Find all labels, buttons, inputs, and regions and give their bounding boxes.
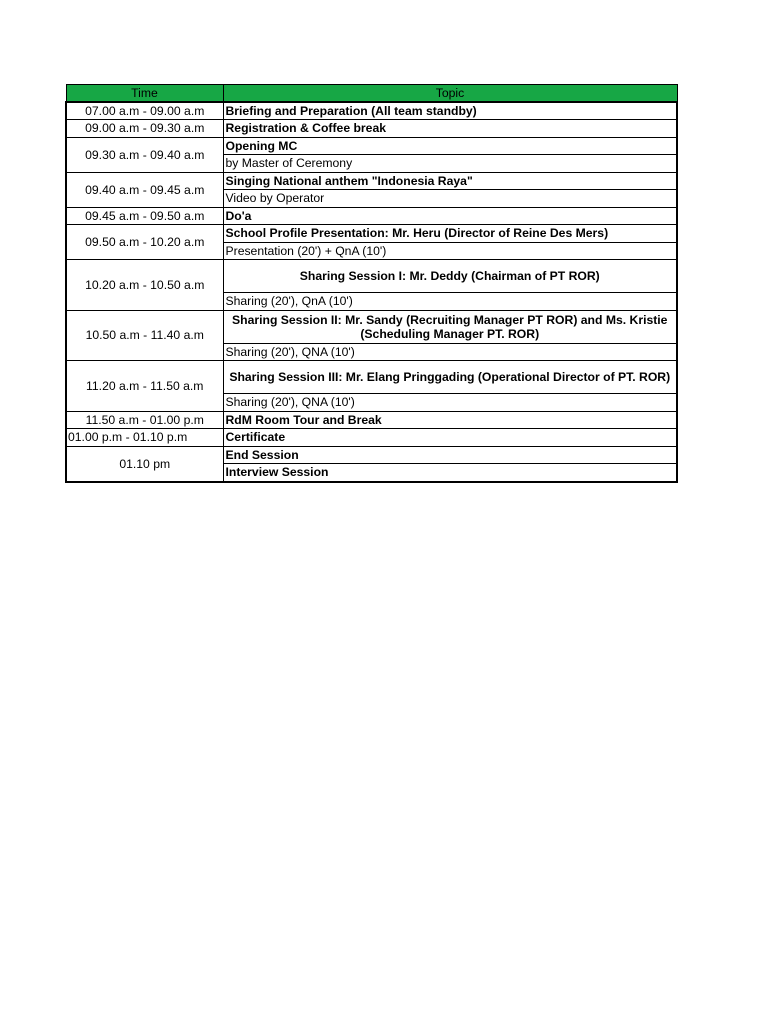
table-row bbox=[66, 120, 677, 138]
topic-cell: Interview Session bbox=[223, 464, 677, 482]
topic-cell: Opening MC bbox=[223, 137, 677, 155]
topic-detail-cell: Presentation (20') + QnA (10') bbox=[223, 242, 677, 260]
topic-cell: RdM Room Tour and Break bbox=[223, 411, 677, 429]
time-cell: 01.00 p.m - 01.10 p.m bbox=[66, 429, 223, 447]
topic-cell: School Profile Presentation: Mr. Heru (Director of Reine Des Mers) bbox=[223, 225, 677, 243]
topic-cell: Singing National anthem "Indonesia Raya" bbox=[223, 172, 677, 190]
time-cell: 07.00 a.m - 09.00 a.m bbox=[66, 102, 223, 120]
topic-cell: Certificate bbox=[223, 429, 677, 447]
table-row bbox=[66, 361, 677, 394]
table-row bbox=[66, 411, 677, 429]
time-cell: 11.50 a.m - 01.00 p.m bbox=[66, 411, 223, 429]
table-row bbox=[66, 310, 677, 343]
time-cell: 09.30 a.m - 09.40 a.m bbox=[66, 137, 223, 172]
topic-detail-cell: Sharing (20'), QnA (10') bbox=[223, 293, 677, 311]
column-header-topic: Topic bbox=[223, 85, 677, 102]
table-row bbox=[66, 207, 677, 225]
time-cell: 01.10 pm bbox=[66, 446, 223, 482]
topic-cell: Briefing and Preparation (All team standby) bbox=[223, 102, 677, 120]
table-row bbox=[66, 225, 677, 243]
schedule-table bbox=[65, 84, 678, 483]
topic-detail-cell: by Master of Ceremony bbox=[223, 155, 677, 173]
time-cell: 09.45 a.m - 09.50 a.m bbox=[66, 207, 223, 225]
table-row bbox=[66, 260, 677, 293]
table-row bbox=[66, 172, 677, 190]
time-cell: 09.40 a.m - 09.45 a.m bbox=[66, 172, 223, 207]
topic-cell: Registration & Coffee break bbox=[223, 120, 677, 138]
topic-cell: Sharing Session II: Mr. Sandy (Recruiting Manager PT ROR) and Ms. Kristie (Scheduling Manager PT. ROR) bbox=[223, 310, 677, 343]
topic-cell: Sharing Session III: Mr. Elang Pringgading (Operational Director of PT. ROR) bbox=[223, 361, 677, 394]
topic-detail-cell: Sharing (20'), QNA (10') bbox=[223, 343, 677, 361]
topic-cell: Sharing Session I: Mr. Deddy (Chairman of PT ROR) bbox=[223, 260, 677, 293]
table-row bbox=[66, 446, 677, 464]
time-cell: 09.00 a.m - 09.30 a.m bbox=[66, 120, 223, 138]
time-cell: 10.20 a.m - 10.50 a.m bbox=[66, 260, 223, 311]
topic-cell: Do'a bbox=[223, 207, 677, 225]
table-row bbox=[66, 102, 677, 120]
time-cell: 10.50 a.m - 11.40 a.m bbox=[66, 310, 223, 361]
topic-detail-cell: Video by Operator bbox=[223, 190, 677, 208]
topic-detail-cell: Sharing (20'), QNA (10') bbox=[223, 394, 677, 412]
time-cell: 11.20 a.m - 11.50 a.m bbox=[66, 361, 223, 412]
table-row bbox=[66, 137, 677, 155]
column-header-time: Time bbox=[66, 85, 223, 102]
time-cell: 09.50 a.m - 10.20 a.m bbox=[66, 225, 223, 260]
topic-cell: End Session bbox=[223, 446, 677, 464]
table-header-row bbox=[66, 85, 677, 102]
table-row bbox=[66, 429, 677, 447]
